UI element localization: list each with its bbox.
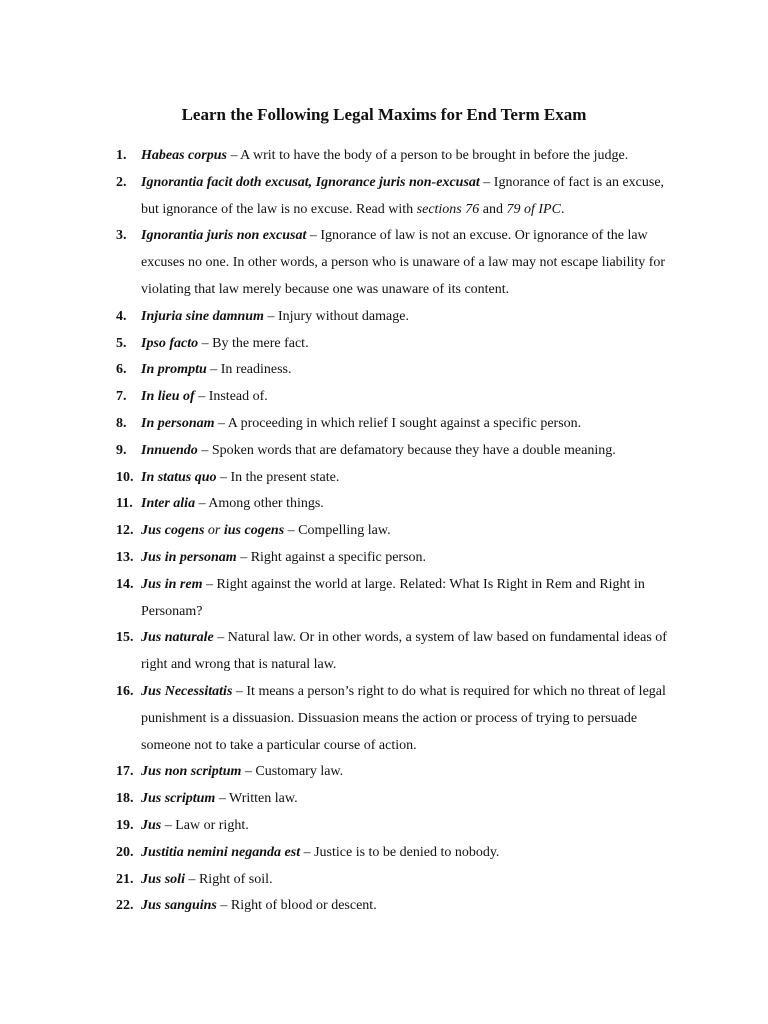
- maxim-term: In personam: [141, 415, 215, 431]
- maxim-definition: – Right of soil.: [184, 871, 273, 887]
- maxim-number: 16.: [116, 683, 134, 699]
- maxim-item: [118, 143, 678, 170]
- maxim-term: Jus Necessitatis: [141, 683, 233, 699]
- maxim-number: 22.: [116, 898, 134, 914]
- maxim-number: 4.: [116, 308, 127, 324]
- maxim-item: [118, 545, 678, 572]
- maxim-number: 18.: [116, 791, 134, 807]
- maxim-definition: – In readiness.: [206, 362, 292, 378]
- maxim-definition: – It means a person’s right to do what is required for which no threat of legal punishment is a dissuasion. Dissuasion means the action or process of trying to persuade someone not to take a particular course of action.: [141, 683, 666, 753]
- maxim-item: [118, 331, 678, 358]
- maxim-item: [118, 438, 678, 465]
- maxim-number: 21.: [116, 871, 134, 887]
- maxim-item: [118, 786, 678, 813]
- maxim-item: [118, 572, 678, 626]
- maxim-item: [118, 759, 678, 786]
- maxim-number: 7.: [116, 389, 127, 405]
- maxim-term: Ignorantia juris non excusat: [141, 228, 307, 244]
- maxim-number: 8.: [116, 415, 127, 431]
- maxim-number: 15.: [116, 630, 134, 646]
- maxim-definition: – Among other things.: [195, 496, 324, 512]
- maxim-term: Jus cogens: [141, 523, 208, 539]
- maxim-definition: – A proceeding in which relief I sought against a specific person.: [214, 415, 582, 431]
- maxim-item: [118, 518, 678, 545]
- maxim-definition: .: [560, 201, 565, 217]
- maxim-item: [118, 223, 678, 303]
- maxim-number: 9.: [116, 442, 127, 458]
- maxim-definition: – Ignorance of law is not an excuse. Or ignorance of the law excuses no one. In other words, a person who is unaware of a law may not escape liability for violating that law merely because one was unaware of its content.: [141, 228, 666, 297]
- maxim-item: [118, 465, 678, 492]
- maxim-term: Habeas corpus: [141, 148, 227, 163]
- maxim-number: 5.: [116, 335, 127, 351]
- maxim-term: Injuria sine damnum: [141, 308, 264, 324]
- maxim-term: Jus: [141, 817, 162, 833]
- maxim-definition: – Ignorance of fact is an excuse, but ignorance of the law is no excuse. Read with: [141, 174, 665, 217]
- maxim-italic-text: or: [207, 523, 221, 539]
- maxim-term: Jus in personam: [141, 549, 237, 565]
- maxim-number: 17.: [116, 764, 134, 780]
- page-title: Learn the Following Legal Maxims for End Term Exam: [181, 105, 587, 124]
- maxim-definition: – Injury without damage.: [263, 308, 409, 324]
- maxim-number: 13.: [116, 549, 134, 565]
- maxim-item: [118, 384, 678, 411]
- maxim-term: Innuendo: [141, 442, 198, 458]
- maxim-definition: – In the present state.: [216, 469, 340, 485]
- maxim-number: 2.: [116, 174, 127, 190]
- maxim-term: In promptu: [141, 362, 207, 378]
- maxim-item: [118, 304, 678, 331]
- maxim-number: 10.: [116, 469, 134, 485]
- maxim-item: [118, 411, 678, 438]
- maxim-number: 11.: [116, 496, 133, 512]
- maxim-item: [118, 893, 678, 920]
- maxim-item: [118, 357, 678, 384]
- maxim-definition: – A writ to have the body of a person to be brought in before the judge.: [226, 148, 629, 163]
- maxim-definition: – Right against the world at large. Related: What Is Right in Rem and Right in Personam?: [141, 576, 645, 619]
- maxim-definition: – Right against a specific person.: [236, 549, 427, 565]
- maxim-term: Jus scriptum: [141, 791, 216, 807]
- maxim-number: 1.: [116, 148, 127, 163]
- maxim-term: In status quo: [141, 469, 217, 485]
- maxim-term: Ipso facto: [141, 335, 199, 351]
- maxim-term: Jus naturale: [141, 630, 214, 646]
- maxim-definition: – Law or right.: [161, 817, 249, 833]
- maxim-item: [118, 813, 678, 840]
- maxim-item: [118, 170, 678, 224]
- maxim-number: 14.: [116, 576, 134, 592]
- maxim-term: In lieu of: [141, 389, 195, 405]
- maxim-number: 20.: [116, 844, 134, 860]
- maxim-definition: – Right of blood or descent.: [216, 898, 377, 914]
- maxim-definition: – Compelling law.: [284, 523, 391, 539]
- maxim-term: Inter alia: [141, 496, 196, 512]
- maxim-definition: – By the mere fact.: [198, 335, 309, 351]
- maxim-term: ius cogens: [220, 523, 285, 539]
- maxim-item: [118, 840, 678, 867]
- maxim-list: [118, 143, 678, 920]
- maxim-term: Jus non scriptum: [141, 764, 242, 780]
- maxim-definition: – Customary law.: [241, 764, 344, 780]
- maxim-number: 19.: [116, 817, 134, 833]
- maxim-term: Justitia nemini neganda est: [141, 844, 301, 860]
- maxim-term: Ignorantia facit doth excusat, Ignorance juris non-excusat: [141, 174, 480, 190]
- maxim-definition: – Justice is to be denied to nobody.: [300, 844, 500, 860]
- maxim-term: Jus sanguins: [141, 898, 217, 914]
- maxim-item: [118, 491, 678, 518]
- maxim-item: [118, 679, 678, 759]
- maxim-item: [118, 867, 678, 894]
- maxim-number: 6.: [116, 362, 127, 378]
- maxim-italic-text: sections 76: [416, 201, 480, 217]
- maxim-definition: – Natural law. Or in other words, a system of law based on fundamental ideas of right and wrong that is natural law.: [141, 630, 667, 673]
- maxim-italic-text: 79 of IPC: [506, 201, 561, 217]
- maxim-term: Jus in rem: [141, 576, 203, 592]
- maxim-definition: – Spoken words that are defamatory because they have a double meaning.: [197, 442, 616, 458]
- maxim-definition: – Written law.: [215, 791, 298, 807]
- maxim-number: 12.: [116, 523, 134, 539]
- maxim-term: Jus soli: [141, 871, 185, 887]
- maxim-item: [118, 625, 678, 679]
- maxim-number: 3.: [116, 228, 127, 244]
- maxim-definition: – Instead of.: [194, 389, 268, 405]
- maxim-definition: and: [479, 201, 507, 217]
